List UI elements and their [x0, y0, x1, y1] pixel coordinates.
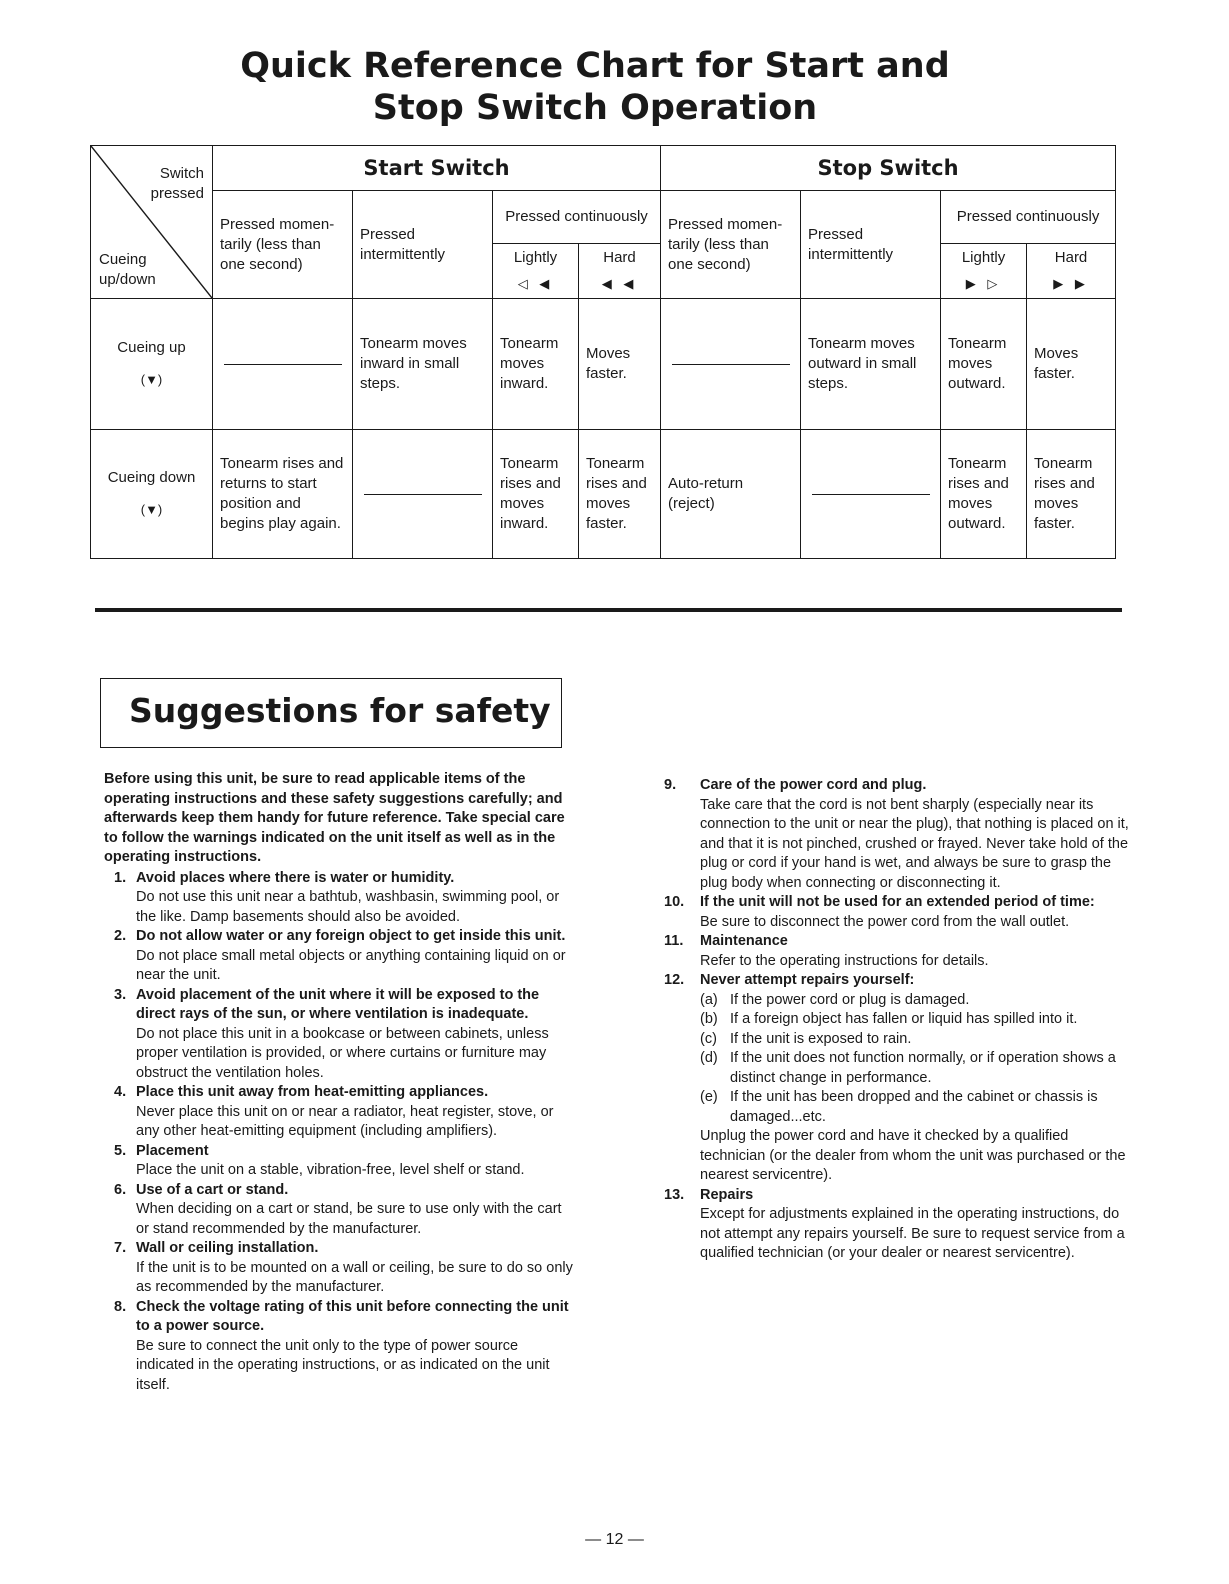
- up-stop-intermittent-cell: Tonearm moves outward in small steps.: [801, 299, 941, 430]
- safety-item-number: 13.: [664, 1186, 685, 1203]
- safety-item: [104, 1142, 574, 1181]
- safety-item-text: Never place this unit on or near a radiator, heat register, stove, or any other heat-emitting equipment (including amplifiers).: [136, 1103, 554, 1139]
- down-stop-intermittent-cell: [801, 430, 941, 559]
- section-divider: [95, 608, 1122, 612]
- stop-hard-arrow-icon: ▶ ▶: [1053, 276, 1089, 291]
- up-start-intermittent-cell: Tonearm moves inward in small steps.: [353, 299, 493, 430]
- safety-item-number: 12.: [664, 972, 685, 988]
- stop-lightly-header: [941, 244, 1027, 299]
- safety-item-number: 1.: [114, 869, 127, 886]
- safety-item-heading: Repairs: [700, 1186, 754, 1203]
- safety-item-number: 2.: [114, 928, 127, 944]
- safety-item-heading: If the unit will not be used for an extended period of time:: [700, 894, 1095, 910]
- cueing-up-header: [91, 299, 213, 430]
- page-number: — 12 —: [585, 1531, 644, 1548]
- start-momentary-header: Pressed momen-tarily (less than one second): [213, 191, 353, 299]
- safety-item-heading: Avoid places where there is water or humidity.: [136, 869, 455, 886]
- corner-switch-label: Switch pressed: [150, 165, 204, 202]
- up-start-momentary-cell: [213, 299, 353, 430]
- cueing-up-label: Cueing up: [117, 339, 186, 356]
- repair-condition-letter: (c): [700, 1030, 717, 1047]
- safety-item-heading: Avoid placement of the unit where it will be exposed to the direct rays of the sun, or where ventilation is inadequate.: [136, 986, 540, 1022]
- safety-item-heading: Care of the power cord and plug.: [700, 777, 927, 793]
- down-start-intermittent-cell: [353, 430, 493, 559]
- safety-item-text: Do not place this unit in a bookcase or between cabinets, unless proper ventilation is provided, or where curtains or furniture may obstruct the ventilation holes.: [136, 1025, 549, 1081]
- safety-heading-box: [100, 678, 562, 748]
- stop-switch-header: Stop Switch: [661, 146, 1116, 191]
- safety-item-heading: Place this unit away from heat-emitting appliances.: [136, 1084, 489, 1100]
- cueing-up-icon: (▼): [140, 372, 163, 387]
- stop-intermittent-header: Pressed intermittently: [801, 191, 941, 299]
- safety-item-text: Be sure to disconnect the power cord from the wall outlet.: [700, 913, 1070, 930]
- cueing-down-icon: (▼): [140, 502, 163, 517]
- safety-item-text: Refer to the operating instructions for details.: [700, 952, 989, 969]
- repair-condition-letter: (e): [700, 1089, 718, 1105]
- stop-hard-label: Hard: [1054, 249, 1088, 266]
- safety-item-text: If the unit is to be mounted on a wall or ceiling, be sure to do so only as recommended by the manufacturer.: [136, 1259, 573, 1295]
- safety-item-number: 9.: [664, 777, 677, 793]
- corner-cueing-label: Cueing up/down: [99, 251, 156, 288]
- safety-item: [104, 1181, 574, 1240]
- safety-item: [104, 869, 574, 928]
- safety-heading: Suggestions for safety: [129, 691, 551, 730]
- cueing-down-header: [91, 430, 213, 559]
- stop-lightly-arrow-icon: ▶ ▷: [965, 276, 1002, 291]
- safety-item-text: Except for adjustments explained in the operating instructions, do not attempt any repairs yourself. Be sure to request service from a qualified technician (or your dealer or nearest servicentre).: [700, 1206, 1125, 1261]
- empty-dash: [364, 494, 482, 495]
- stop-lightly-label: Lightly: [961, 249, 1006, 266]
- repair-condition: [700, 1088, 1130, 1127]
- up-start-hard-cell: Moves faster.: [579, 299, 661, 430]
- repair-condition-text: If a foreign object has fallen or liquid has spilled into it.: [730, 1011, 1078, 1027]
- safety-item-heading: Wall or ceiling installation.: [136, 1240, 319, 1256]
- safety-item-heading: Do not allow water or any foreign object to get inside this unit.: [136, 928, 566, 944]
- stop-momentary-header: Pressed momen-tarily (less than one second): [661, 191, 801, 299]
- start-lightly-header: [493, 244, 579, 299]
- repair-condition: [700, 1030, 1130, 1050]
- chart-corner-cell: [91, 146, 213, 299]
- cueing-down-label: Cueing down: [107, 469, 196, 486]
- safety-item: [104, 1083, 574, 1142]
- page-title: [0, 45, 1190, 129]
- safety-item-text: Do not use this unit near a bathtub, washbasin, swimming pool, or the like. Damp basements should also be avoided.: [136, 889, 560, 925]
- safety-item-number: 8.: [114, 1298, 127, 1315]
- quick-reference-chart: [90, 145, 1116, 559]
- repair-condition: [700, 1049, 1130, 1088]
- safety-left-column: [104, 770, 574, 1395]
- repair-condition-letter: (b): [700, 1011, 718, 1027]
- empty-dash: [224, 364, 342, 365]
- safety-item-heading: Use of a cart or stand.: [136, 1181, 289, 1198]
- repair-condition-text: If the unit is exposed to rain.: [730, 1030, 912, 1047]
- empty-dash: [672, 364, 790, 365]
- repair-condition: [700, 1010, 1130, 1030]
- safety-intro: Before using this unit, be sure to read applicable items of the operating instructions and these safety suggestions carefully; and afterwards keep them handy for future reference. Take special care to follow the warnings indicated on the unit itself as well as in the operating instructions.: [104, 771, 565, 865]
- row-cueing-down: [91, 430, 1116, 559]
- safety-item-heading: Placement: [136, 1142, 209, 1159]
- safety-item: [664, 893, 1130, 932]
- stop-hard-header: [1027, 244, 1116, 299]
- up-stop-lightly-cell: Tonearm moves outward.: [941, 299, 1027, 430]
- safety-item-number: 10.: [664, 894, 685, 910]
- repair-condition-text: If the unit does not function normally, or if operation shows a distinct change in performance.: [730, 1050, 1116, 1086]
- safety-item: [104, 927, 574, 986]
- start-lightly-label: Lightly: [513, 249, 558, 266]
- safety-item: [104, 1298, 574, 1396]
- safety-item: [664, 971, 1130, 1186]
- down-start-hard-cell: Tonearm rises and moves faster.: [579, 430, 661, 559]
- safety-item-number: 3.: [114, 986, 127, 1003]
- start-continuous-header: Pressed continuously: [493, 191, 661, 244]
- start-hard-arrow-icon: ◀ ◀: [601, 276, 638, 291]
- safety-item-text: Be sure to connect the unit only to the type of power source indicated in the operating instructions, or as indicated on the unit itself.: [136, 1337, 550, 1393]
- start-lightly-arrow-icon: ◁ ◀: [517, 276, 554, 291]
- empty-dash: [812, 494, 930, 495]
- safety-item-heading: Never attempt repairs yourself:: [700, 972, 915, 988]
- down-stop-lightly-cell: Tonearm rises and moves outward.: [941, 430, 1027, 559]
- safety-item-heading: Check the voltage rating of this unit before connecting the unit to a power source.: [136, 1298, 569, 1334]
- up-start-lightly-cell: Tonearm moves inward.: [493, 299, 579, 430]
- start-switch-header: Start Switch: [213, 146, 661, 191]
- title-line-2: Stop Switch Operation: [372, 88, 818, 128]
- safety-item-heading: Maintenance: [700, 933, 788, 949]
- safety-item-number: 6.: [114, 1181, 127, 1198]
- safety-item-text: Place the unit on a stable, vibration-free, level shelf or stand.: [136, 1162, 525, 1178]
- title-line-1: Quick Reference Chart for Start and: [240, 46, 950, 86]
- repair-condition-text: If the unit has been dropped and the cabinet or chassis is damaged...etc.: [730, 1089, 1098, 1125]
- safety-item: [664, 1186, 1130, 1264]
- safety-item-text: Do not place small metal objects or anything containing liquid on or near the unit.: [136, 947, 566, 983]
- start-hard-label: Hard: [603, 249, 636, 266]
- safety-item: [664, 776, 1130, 893]
- safety-item-number: 4.: [114, 1084, 127, 1100]
- safety-item: [104, 986, 574, 1084]
- repairs-instruction: Unplug the power cord and have it checked by a qualified technician (or the dealer from whom the unit was purchased or the nearest servicentre).: [700, 1128, 1126, 1183]
- stop-continuous-header: Pressed continuously: [941, 191, 1116, 244]
- repair-condition-text: If the power cord or plug is damaged.: [730, 991, 970, 1008]
- safety-item-number: 5.: [114, 1142, 127, 1159]
- repair-condition-letter: (a): [700, 991, 718, 1008]
- safety-item-text: When deciding on a cart or stand, be sure to use only with the cart or stand recommended by the manufacturer.: [136, 1201, 562, 1237]
- start-intermittent-header: Pressed intermittently: [353, 191, 493, 299]
- down-stop-momentary-cell: Auto-return (reject): [661, 430, 801, 559]
- down-start-momentary-cell: Tonearm rises and returns to start position and begins play again.: [213, 430, 353, 559]
- safety-item-number: 7.: [114, 1240, 127, 1256]
- safety-item-text: Take care that the cord is not bent sharply (especially near its connection to the unit or near the plug), that nothing is placed on it, and that it is not pinched, crushed or frayed. Never take hold of the plug or cord if your hand is wet, and always be sure to grasp the plug body when connecting or disconnecting it.: [700, 796, 1129, 891]
- up-stop-momentary-cell: [661, 299, 801, 430]
- repair-condition-letter: (d): [700, 1050, 718, 1066]
- safety-item: [664, 932, 1130, 971]
- repair-condition: [700, 991, 1130, 1011]
- safety-item: [104, 1239, 574, 1298]
- start-hard-header: [579, 244, 661, 299]
- safety-item-number: 11.: [664, 933, 684, 949]
- safety-right-column: [664, 776, 1130, 1264]
- down-start-lightly-cell: Tonearm rises and moves inward.: [493, 430, 579, 559]
- up-stop-hard-cell: Moves faster.: [1027, 299, 1116, 430]
- down-stop-hard-cell: Tonearm rises and moves faster.: [1027, 430, 1116, 559]
- row-cueing-up: [91, 299, 1116, 430]
